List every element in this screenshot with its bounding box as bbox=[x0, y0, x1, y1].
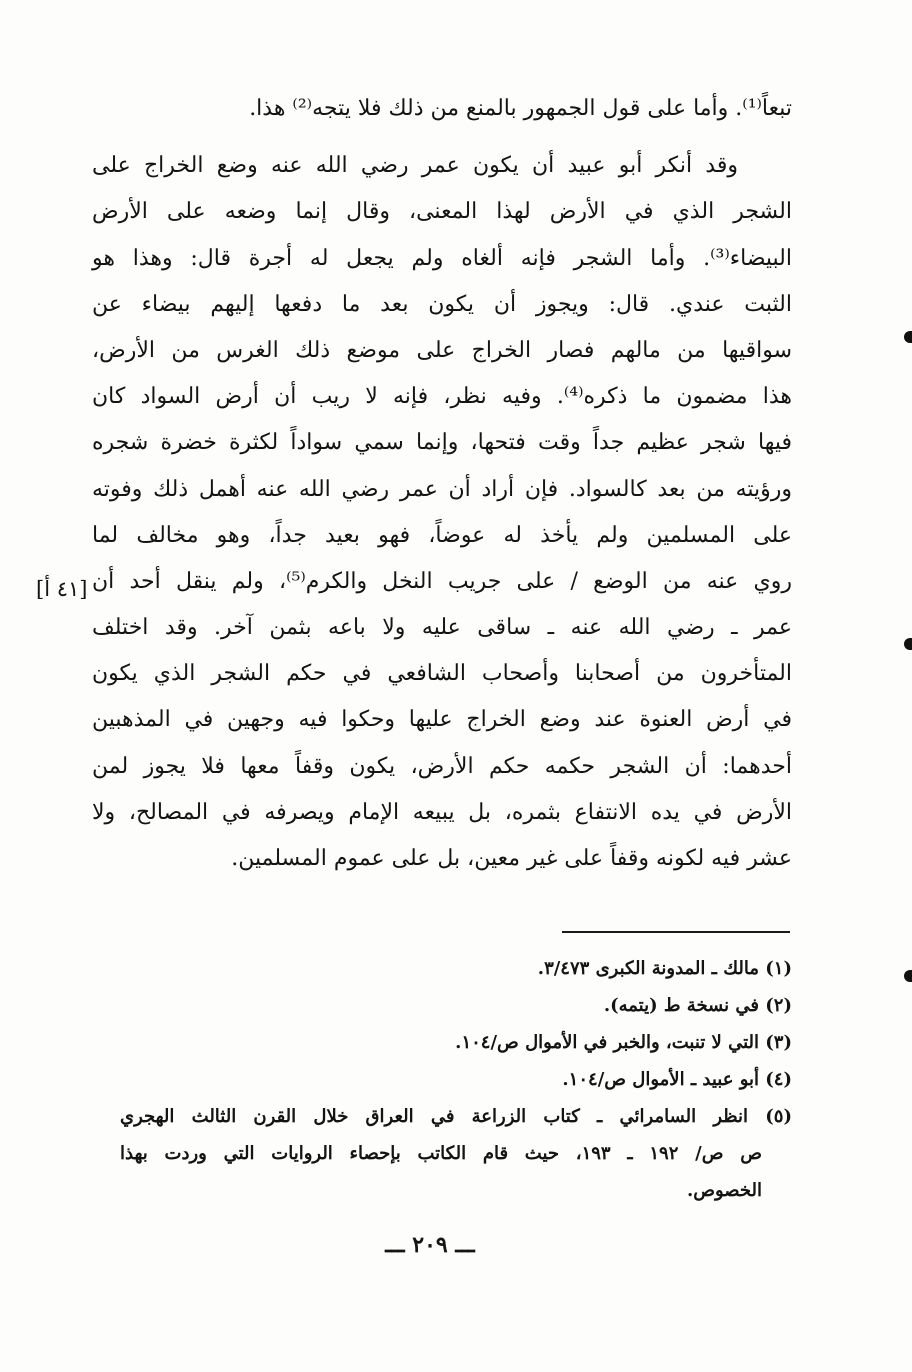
text-line: البيضاء⁽³⁾. وأما الشجر فإنه ألغاه ولم يجعل له أجرة قال: وهذا هو bbox=[92, 245, 792, 271]
manuscript-folio-marker: [٤١ أ] bbox=[36, 577, 88, 601]
text-line: وقد أنكر أبو عبيد أن يكون عمر رضي الله عنه وضع الخراج على bbox=[92, 153, 738, 179]
text-line: سواقيها من مالهم فصار الخراج على موضع ذلك الغرس من الأرض، bbox=[92, 337, 792, 363]
text-line: في أرض العنوة عند وضع الخراج عليها وحكوا فيه وجهين في المذهبين bbox=[92, 707, 792, 733]
binding-mark bbox=[904, 970, 912, 982]
text-line: ورؤيته من بعد كالسواد. فإن أراد أن عمر رضي الله عنه أهمل ذلك وفوته bbox=[92, 476, 792, 502]
text-line: الأرض في يده الانتفاع بثمره، بل يبيعه الإمام ويصرفه في المصالح، ولا bbox=[92, 799, 792, 825]
text-line: أحدهما: أن الشجر حكمه حكم الأرض، يكون وقفاً معها فلا يجوز لمن bbox=[92, 753, 792, 779]
binding-mark bbox=[904, 331, 912, 343]
paragraph-1 bbox=[92, 86, 792, 132]
footnote-separator bbox=[562, 931, 790, 933]
footnote-5: (٥) انظر السامرائي ـ كتاب الزراعة في العراق خلال القرن الثالث الهجري bbox=[120, 1106, 792, 1127]
text-line: عمر ـ رضي الله عنه ـ ساقى عليه ولا باعه بثمن آخر. وقد اختلف bbox=[92, 615, 792, 641]
binding-mark bbox=[904, 638, 912, 650]
footnotes bbox=[120, 950, 792, 1209]
text-line: فيها شجر عظيم جداً وقت فتحها، وإنما سمي سواداً لكثرة خضرة شجره bbox=[92, 430, 792, 456]
text-line: المتأخرون من أصحابنا وأصحاب الشافعي في حكم الشجر الذي يكون bbox=[92, 661, 792, 687]
page-number: ـــ ٢٠٩ ـــ bbox=[385, 1232, 475, 1258]
text-line: روي عنه من الوضع / على جريب النخل والكرم⁽⁵⁾، ولم ينقل أحد أن bbox=[92, 568, 792, 594]
footnote-3: (٣) التي لا تنبت، والخبر في الأموال ص/١٠٤. bbox=[455, 1032, 792, 1053]
text-line: على المسلمين ولم يأخذ له عوضاً، فهو بعيد جداً، وهو مخالف لما bbox=[92, 522, 792, 548]
main-text bbox=[92, 86, 792, 882]
footnote-5-continued: ص ص/ ١٩٢ ـ ١٩٣، حيث قام الكاتب بإحصاء الروايات التي وردت بهذا bbox=[120, 1143, 762, 1164]
text-line: عشر فيه لكونه وقفاً على غير معين، بل على عموم المسلمين. bbox=[231, 846, 792, 871]
footnote-1: (١) مالك ـ المدونة الكبرى ٣/٤٧٣. bbox=[537, 958, 792, 979]
text-line: هذا مضمون ما ذكره⁽⁴⁾. وفيه نظر، فإنه لا ريب أن أرض السواد كان bbox=[92, 384, 792, 410]
paragraph-2 bbox=[92, 143, 792, 882]
footnote-2: (٢) في نسخة ط (يتمه). bbox=[603, 995, 792, 1016]
text-line: الشجر الذي في الأرض لهذا المعنى، وقال إنما وضعه على الأرض bbox=[92, 199, 792, 225]
text-line: تبعاً⁽¹⁾. وأما على قول الجمهور بالمنع من ذلك فلا يتجه⁽²⁾ هذا. bbox=[249, 96, 792, 121]
footnote-4: (٤) أبو عبيد ـ الأموال ص/١٠٤. bbox=[562, 1069, 792, 1090]
footnote-5-continued: الخصوص. bbox=[686, 1180, 762, 1201]
text-line: الثبت عندي. قال: ويجوز أن يكون بعد ما دفعها إليهم بيضاء عن bbox=[92, 291, 792, 317]
